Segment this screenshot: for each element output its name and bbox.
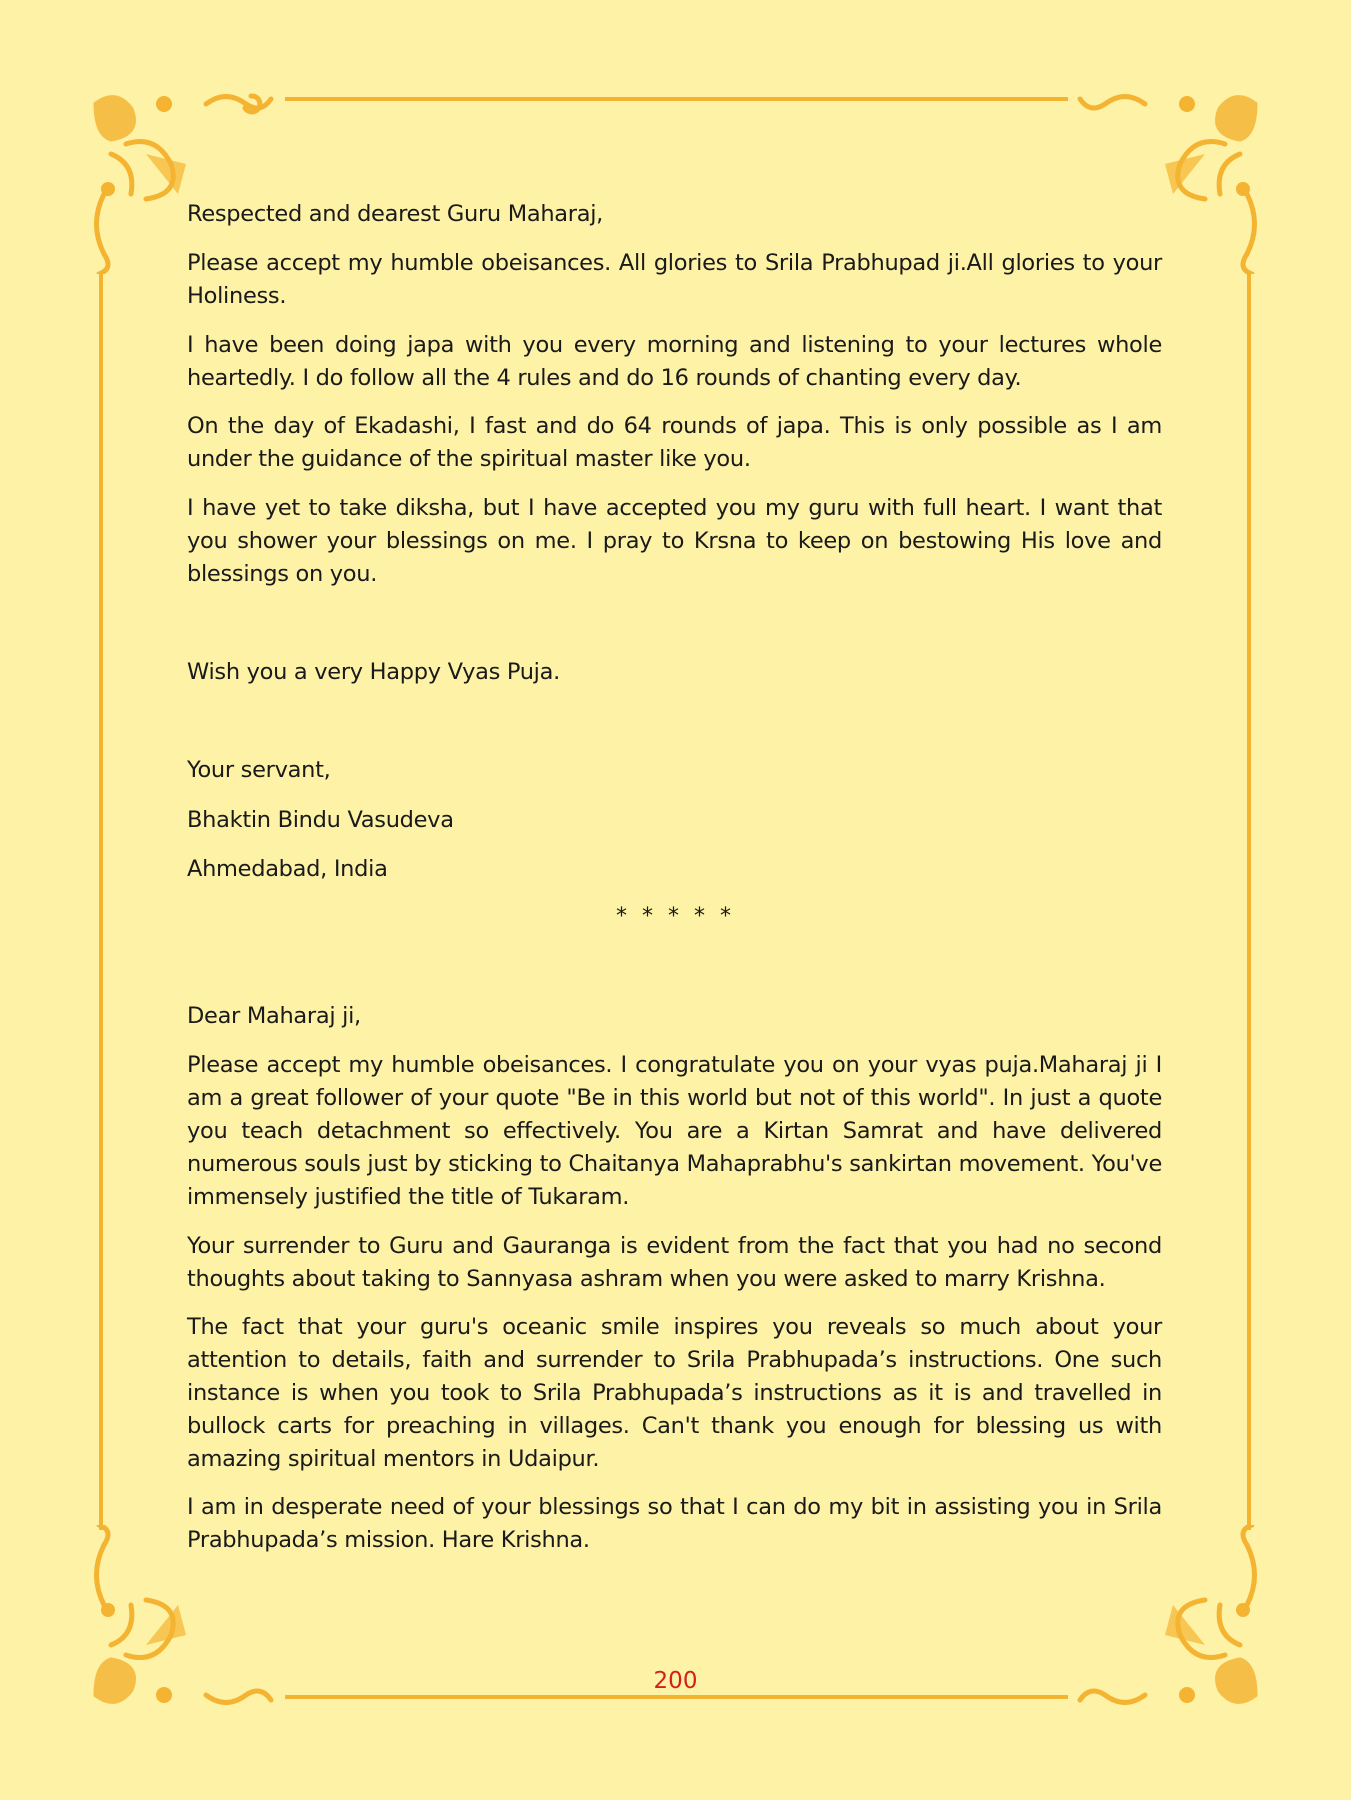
border-left bbox=[99, 272, 103, 1530]
page-number: 200 bbox=[653, 1668, 698, 1694]
letter1-paragraph: I have yet to take diksha, but I have accepted you my guru with full heart. I want that you shower your blessings on me. I pray to Krsna to keep on bestowing His love and blessings on you. bbox=[187, 495, 1162, 587]
letter1-paragraph: I have been doing japa with you every morning and listening to your lectures whole heartedly. I do follow all the 4 rules and do 16 rounds of chanting every day. bbox=[187, 332, 1162, 391]
letter2-paragraph: Your surrender to Guru and Gauranga is evident from the fact that you had no second thoughts about taking to Sannyasa ashram when you were asked to marry Krishna. bbox=[187, 1233, 1162, 1292]
separator: * * * * * bbox=[616, 904, 735, 929]
letter1-paragraph: On the day of Ekadashi, I fast and do 64 rounds of japa. This is only possible as I am under the guidance of the spiritual master like you. bbox=[187, 413, 1162, 472]
corner-ornament-icon bbox=[1075, 84, 1265, 274]
letter2-paragraph: The fact that your guru's oceanic smile inspires you reveals so much about your attention to details, faith and surrender to Srila Prabhupada’s instructions. One such instance is when you took to Srila Prabhupada’s instructions as it is and travelled in bullock carts for preaching in villages. Can't thank you enough for blessing us with amazing spiritual mentors in Udaipur. bbox=[187, 1314, 1162, 1472]
letter1-closing: Your servant, bbox=[187, 757, 331, 783]
letter1-signature-name: Bhaktin Bindu Vasudeva bbox=[187, 807, 454, 833]
letter1-wish: Wish you a very Happy Vyas Puja. bbox=[187, 659, 560, 685]
letter1-salutation: Respected and dearest Guru Maharaj, bbox=[187, 201, 604, 227]
letter2-paragraph: Please accept my humble obeisances. I congratulate you on your vyas puja.Maharaj ji I am a great follower of your quote "Be in this world but not of this world". In just a quote you teach detachment so effectively. You are a Kirtan Samrat and have delivered numerous souls just by sticking to Chaitanya Mahaprabhu's sankirtan movement. You've immensely justified the title of Tukaram. bbox=[187, 1052, 1162, 1210]
border-bottom bbox=[285, 1695, 1068, 1699]
letter1-paragraph: Please accept my humble obeisances. All glories to Srila Prabhupad ji.All glories to your Holiness. bbox=[187, 250, 1162, 309]
letter2-salutation: Dear Maharaj ji, bbox=[187, 1003, 361, 1029]
border-top bbox=[285, 97, 1068, 101]
letter1-location: Ahmedabad, India bbox=[187, 856, 388, 882]
corner-ornament-icon bbox=[86, 84, 276, 274]
border-right bbox=[1247, 272, 1251, 1530]
letter2-paragraph: I am in desperate need of your blessings so that I can do my bit in assisting you in Srila Prabhupada’s mission. Hare Krishna. bbox=[187, 1494, 1162, 1553]
